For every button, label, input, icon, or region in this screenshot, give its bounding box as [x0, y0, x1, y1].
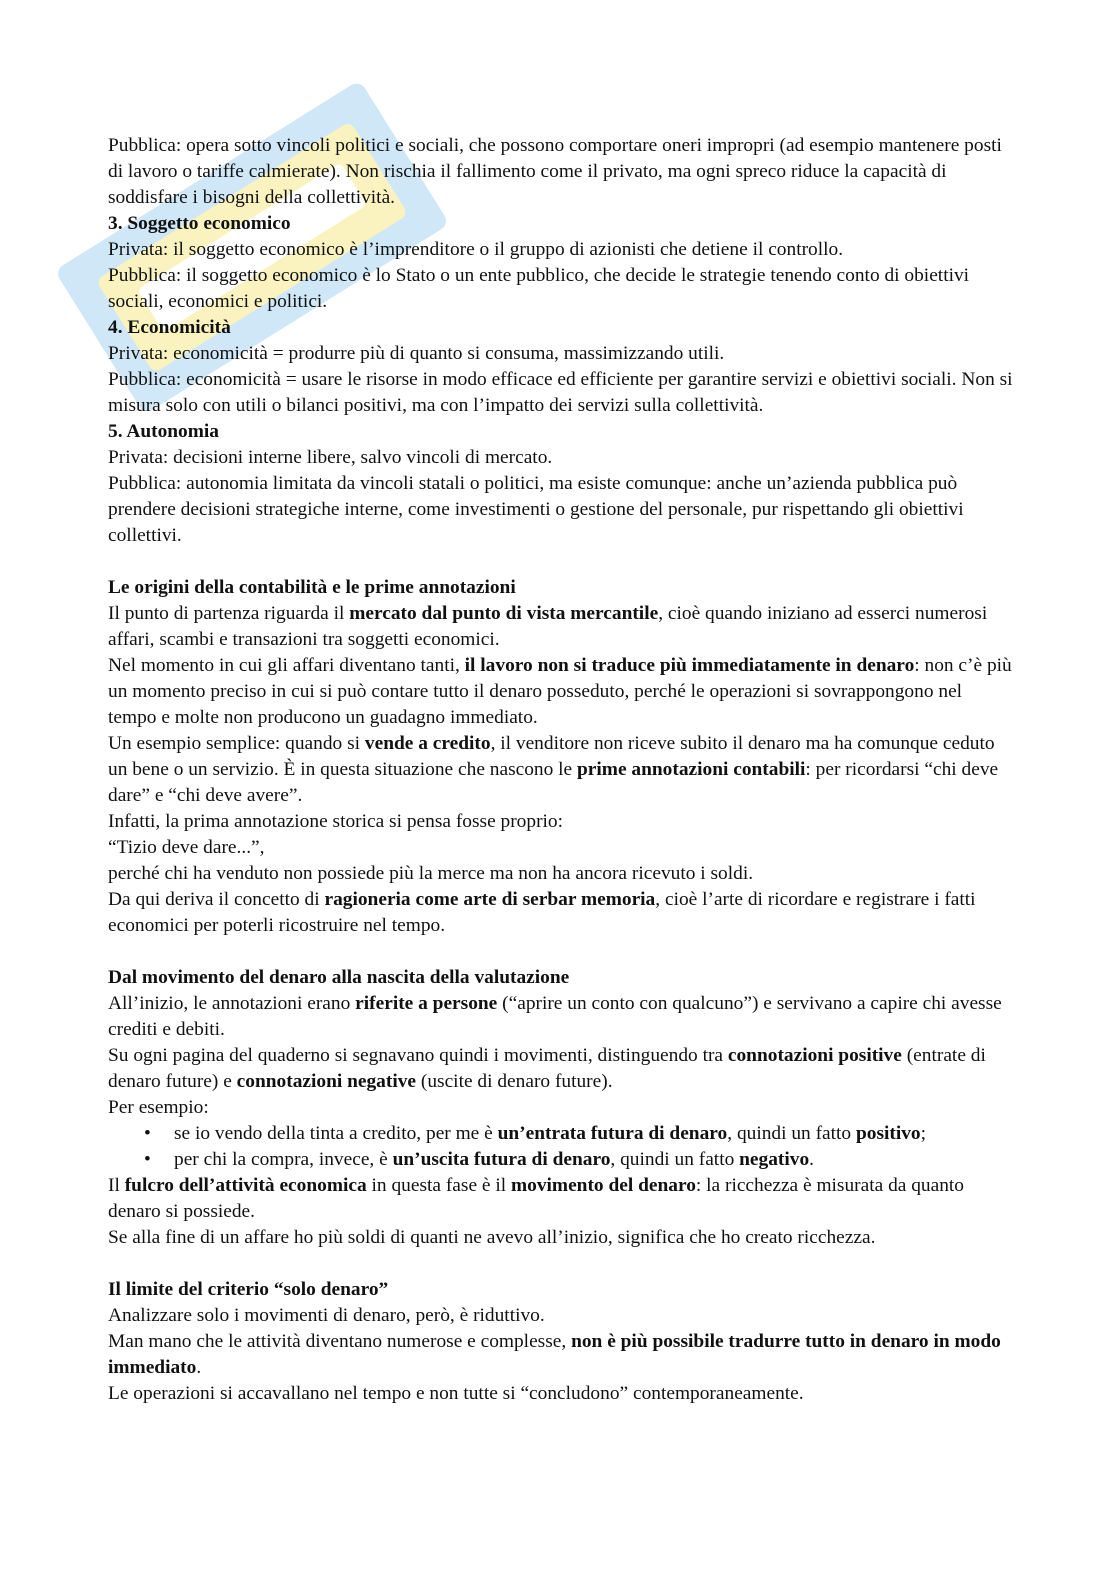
- text-run: Privata: il soggetto economico è l’imprenditore o il gruppo di azionisti che detiene il controllo.: [108, 239, 844, 260]
- paragraph: [108, 653, 1013, 731]
- paragraph: [108, 835, 1013, 861]
- paragraph: [108, 1381, 1013, 1407]
- paragraph: [108, 133, 1013, 211]
- text-run: Pubblica: economicità = usare le risorse in modo efficace ed efficiente per garantire servizi e obiettivi sociali. Non si misura solo con utili o bilanci positivi, ma con l’impatto dei servizi sulla collettività.: [108, 369, 1013, 416]
- paragraph: [108, 1303, 1013, 1329]
- text-run: , cioè l’arte di ricordare e registrare i fatti economici per poterli ricostruire nel tempo.: [108, 889, 976, 936]
- spacer: [108, 939, 1013, 965]
- text-run: Su ogni pagina del quaderno si segnavano quindi i movimenti, distinguendo tra: [108, 1045, 728, 1066]
- paragraph: [108, 367, 1013, 419]
- section-heading: [108, 965, 1013, 991]
- paragraph: [108, 887, 1013, 939]
- text-run: Dal movimento del denaro alla nascita della valutazione: [108, 967, 570, 988]
- bold-text: fulcro dell’attività economica: [124, 1175, 367, 1196]
- paragraph: [108, 1329, 1013, 1381]
- paragraph: [108, 1225, 1013, 1251]
- text-run: (uscite di denaro future).: [416, 1071, 613, 1092]
- text-run: 4. Economicità: [108, 317, 231, 338]
- paragraph: [108, 263, 1013, 315]
- text-run: perché chi ha venduto non possiede più la merce ma non ha ancora ricevuto i soldi.: [108, 863, 754, 884]
- text-run: Nel momento in cui gli affari diventano tanti,: [108, 655, 465, 676]
- text-run: : per ricordarsi “chi deve dare” e “chi deve avere”.: [108, 759, 999, 806]
- section-heading: [108, 419, 1013, 445]
- text-run: , quindi un fatto: [727, 1123, 856, 1144]
- paragraph: [108, 471, 1013, 549]
- text-run: , quindi un fatto: [610, 1149, 740, 1170]
- section-heading: [108, 315, 1013, 341]
- paragraph: [108, 991, 1013, 1043]
- text-run: , cioè quando iniziano ad esserci numerosi affari, scambi e transazioni tra soggetti economici.: [108, 603, 988, 650]
- text-run: 3. Soggetto economico: [108, 213, 291, 234]
- text-run: .: [196, 1357, 202, 1378]
- bold-text: connotazioni negative: [236, 1071, 417, 1092]
- text-run: Per esempio:: [108, 1097, 209, 1118]
- paragraph: [108, 237, 1013, 263]
- text-run: Le operazioni si accavallano nel tempo e non tutte si “concludono” contemporaneamente.: [108, 1383, 804, 1404]
- text-run: Pubblica: autonomia limitata da vincoli statali o politici, ma esiste comunque: anche un’azienda pubblica può prendere decisioni strategiche interne, come investimenti o gestione del personale, pur rispettando gli obiettivi collettivi.: [108, 473, 964, 546]
- paragraph: [108, 341, 1013, 367]
- text-run: Se alla fine di un affare ho più soldi di quanti ne avevo all’inizio, significa che ho creato ricchezza.: [108, 1227, 876, 1248]
- paragraph: [108, 1095, 1013, 1121]
- bold-text: mercato dal punto di vista mercantile: [349, 603, 659, 624]
- text-run: : non c’è più un momento preciso in cui si può contare tutto il denaro posseduto, perché le operazioni si sovrappongono nel tempo e molte non producono un guadagno immediato.: [108, 655, 1012, 728]
- text-run: 5. Autonomia: [108, 421, 219, 442]
- text-run: Analizzare solo i movimenti di denaro, però, è riduttivo.: [108, 1305, 545, 1326]
- text-run: Pubblica: il soggetto economico è lo Stato o un ente pubblico, che decide le strategie tenendo conto di obiettivi sociali, economici e politici.: [108, 265, 970, 312]
- bold-text: vende a credito: [364, 733, 491, 754]
- text-run: Infatti, la prima annotazione storica si pensa fosse proprio:: [108, 811, 563, 832]
- bold-text: riferite a persone: [355, 993, 498, 1014]
- bold-text: un’entrata futura di denaro: [497, 1123, 728, 1144]
- list-item: [144, 1121, 1013, 1147]
- bold-text: connotazioni positive: [727, 1045, 902, 1066]
- paragraph: [108, 1043, 1013, 1095]
- text-run: Pubblica: opera sotto vincoli politici e sociali, che possono comportare oneri impropri (ad esempio mantenere posti di lavoro o tariffe calmierate). Non rischia il fallimento come il privato, ma ogni spreco riduce la capacità di soddisfare i bisogni della collettività.: [108, 135, 1002, 208]
- text-run: Il: [108, 1175, 125, 1196]
- text-run: , il venditore non riceve subito il denaro ma ha comunque ceduto un bene o un servizio. È in questa situazione che nascono le: [108, 733, 995, 780]
- paragraph: [108, 601, 1013, 653]
- list-item: [144, 1147, 1013, 1173]
- bold-text: prime annotazioni contabili: [577, 759, 806, 780]
- section-heading: [108, 1277, 1013, 1303]
- text-run: Le origini della contabilità e le prime annotazioni: [108, 577, 516, 598]
- text-run: Privata: decisioni interne libere, salvo vincoli di mercato.: [108, 447, 553, 468]
- bold-text: positivo: [855, 1123, 921, 1144]
- section-heading: [108, 575, 1013, 601]
- spacer: [108, 1251, 1013, 1277]
- spacer: [108, 549, 1013, 575]
- bold-text: il lavoro non si traduce più immediatamente in denaro: [464, 655, 915, 676]
- text-run: (“aprire un conto con qualcuno”) e servivano a capire chi avesse crediti e debiti.: [108, 993, 1002, 1040]
- paragraph: [108, 1173, 1013, 1225]
- paragraph: [108, 809, 1013, 835]
- text-run: Privata: economicità = produrre più di quanto si consuma, massimizzando utili.: [108, 343, 725, 364]
- bullet-icon: •: [144, 1149, 151, 1170]
- text-run: “Tizio deve dare...”,: [108, 837, 265, 858]
- section-heading: [108, 211, 1013, 237]
- text-run: (entrate di denaro future) e: [108, 1045, 986, 1092]
- bullet-list: [108, 1121, 1013, 1173]
- text-run: per chi la compra, invece, è: [174, 1149, 393, 1170]
- paragraph: [108, 445, 1013, 471]
- bold-text: ragioneria come arte di serbar memoria: [324, 889, 656, 910]
- text-run: Un esempio semplice: quando si: [108, 733, 365, 754]
- bold-text: movimento del denaro: [510, 1175, 696, 1196]
- text-run: ;: [920, 1123, 927, 1144]
- text-run: Man mano che le attività diventano numerose e complesse,: [108, 1331, 572, 1352]
- text-run: Da qui deriva il concetto di: [108, 889, 325, 910]
- text-run: .: [809, 1149, 815, 1170]
- text-run: se io vendo della tinta a credito, per me è: [174, 1123, 498, 1144]
- text-run: : la ricchezza è misurata da quanto denaro si possiede.: [108, 1175, 965, 1222]
- bold-text: non è più possibile tradurre tutto in denaro in modo immediato: [108, 1331, 1001, 1378]
- bold-text: negativo: [739, 1149, 810, 1170]
- text-run: Il punto di partenza riguarda il: [108, 603, 350, 624]
- text-run: in questa fase è il: [366, 1175, 511, 1196]
- paragraph: [108, 861, 1013, 887]
- text-run: All’inizio, le annotazioni erano: [108, 993, 356, 1014]
- paragraph: [108, 731, 1013, 809]
- text-run: Il limite del criterio “solo denaro”: [108, 1279, 389, 1300]
- bold-text: un’uscita futura di denaro: [392, 1149, 611, 1170]
- document-body: [108, 133, 1013, 1407]
- bullet-icon: •: [144, 1123, 151, 1144]
